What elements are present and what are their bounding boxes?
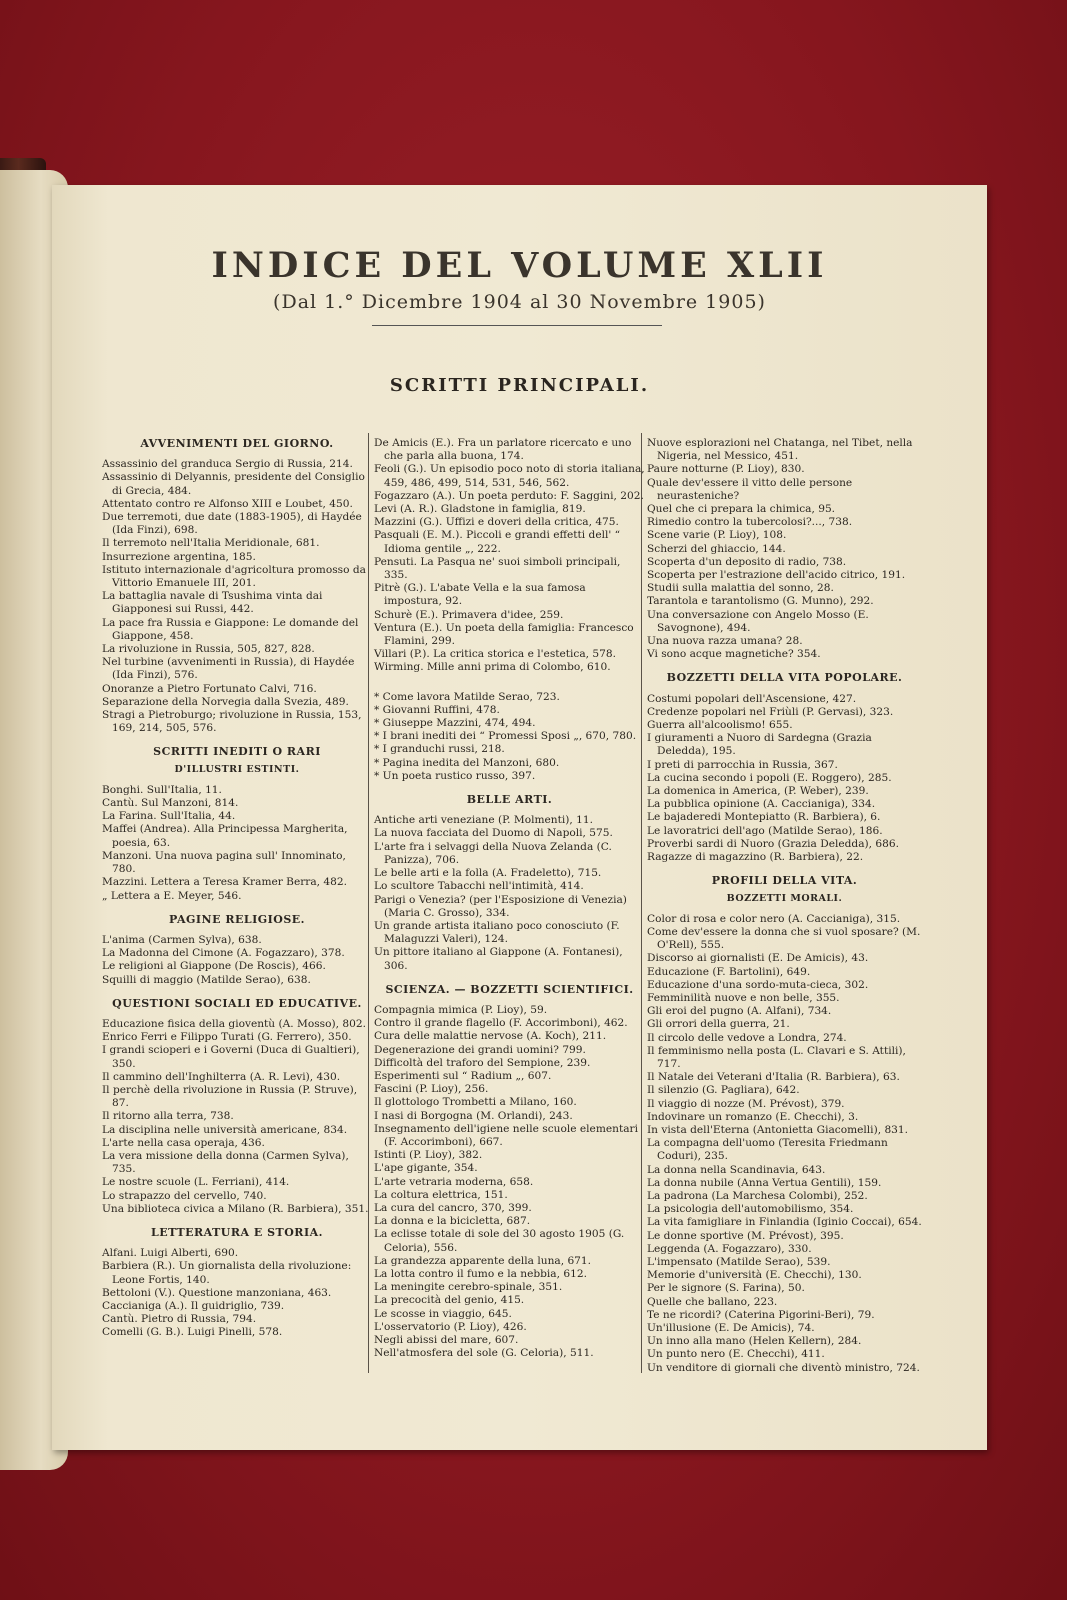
index-entry: La lotta contro il fumo e la nebbia, 612. (374, 1267, 587, 1280)
index-entry: La compagna dell'uomo (Teresita Friedmann Coduri), 235. (647, 1137, 888, 1163)
index-entry: Vi sono acque magnetiche? 354. (647, 648, 821, 661)
index-entry: Un'illusione (E. De Amicis), 74. (647, 1322, 815, 1334)
index-entry: Lo scultore Tabacchi nell'intimità, 414. (374, 880, 584, 893)
index-entry: Ragazze di magazzino (R. Barbiera), 22. (647, 851, 864, 864)
index-entry: La donna nella Scandinavia, 643. (647, 1163, 826, 1176)
index-entry: * Come lavora Matilde Serao, 723. (374, 690, 560, 703)
index-entry: Il circolo delle vedove a Londra, 274. (647, 1031, 847, 1044)
index-entry: * I granduchi russi, 218. (374, 743, 505, 756)
index-entry: Memorie d'università (E. Checchi), 130. (647, 1269, 862, 1282)
index-entry: L'arte nella casa operaja, 436. (102, 1136, 265, 1149)
index-entry: Le lavoratrici dell'ago (Matilde Serao), 186. (647, 824, 883, 837)
index-entry: La rivoluzione in Russia, 505, 827, 828. (102, 643, 315, 656)
index-entry: Una nuova razza umana? 28. (647, 635, 803, 648)
index-entry: Educazione fisica della gioventù (A. Mosso), 802. (102, 1017, 366, 1030)
section-heading: PAGINE RELIGIOSE. (169, 912, 305, 926)
index-entry: L'impensato (Matilde Serao), 539. (647, 1255, 831, 1268)
index-entry: Squilli di maggio (Matilde Serao), 638. (102, 973, 311, 986)
index-entry: Compagnia mimica (P. Lioy), 59. (374, 1003, 548, 1016)
index-entry: Il perchè della rivoluzione in Russia (P. Struve), 87. (102, 1083, 358, 1110)
section-heading: QUESTIONI SOCIALI ED EDUCATIVE. (112, 996, 362, 1010)
index-entry: Istinti (P. Lioy), 382. (374, 1149, 483, 1162)
spacer (374, 675, 645, 683)
index-entry: Le nostre scuole (L. Ferriani), 414. (102, 1176, 290, 1189)
title-rule (372, 325, 662, 326)
section-heading: SCIENZA. — BOZZETTI SCIENTIFICI. (385, 982, 634, 996)
index-entry: Cura delle malattie nervose (A. Koch), 211. (374, 1030, 607, 1043)
index-entry: Educazione (F. Bartolini), 649. (647, 965, 811, 978)
index-entry: Lo strapazzo del cervello, 740. (102, 1189, 267, 1202)
index-entry: Assassinio di Delyannis, presidente del Consiglio di Grecia, 484. (102, 471, 365, 497)
index-entry: L'anima (Carmen Sylva), 638. (102, 933, 262, 946)
section-heading: PROFILI DELLA VITA. (711, 874, 858, 888)
index-entry: La Madonna del Cimone (A. Fogazzaro), 378. (102, 947, 345, 960)
index-entry: Gli orrori della guerra, 21. (647, 1018, 790, 1031)
index-entry: La cura del cancro, 370, 399. (374, 1201, 532, 1214)
index-entry: La grandezza apparente della luna, 671. (374, 1254, 592, 1267)
index-entry: Parigi o Venezia? (per l'Esposizione di Venezia) (Maria C. Grosso), 334. (374, 893, 627, 919)
index-entry: Guerra all'alcoolismo! 655. (647, 719, 793, 732)
index-entry: Il Natale dei Veterani d'Italia (R. Barbiera), 63. (647, 1071, 900, 1084)
index-entry: I giuramenti a Nuoro di Sardegna (Grazia Deledda), 195. (647, 732, 872, 758)
index-entry: * Giuseppe Mazzini, 474, 494. (374, 717, 536, 730)
index-entry: „ Lettera a E. Meyer, 546. (102, 889, 242, 902)
index-entry: Esperimenti sul “ Radium „, 607. (374, 1069, 552, 1082)
index-entry: Schurè (E.). Primavera d'idee, 259. (374, 608, 564, 621)
index-column-3 (647, 437, 922, 1375)
index-entry: Scoperta per l'estrazione dell'acido citrico, 191. (647, 569, 906, 582)
index-column-1 (102, 437, 372, 1340)
index-entry: Le bajaderedi Montepiatto (R. Barbiera), 6. (647, 811, 881, 824)
index-entry: I preti di parrocchia in Russia, 367. (647, 758, 838, 771)
index-entry: Credenze popolari nel Friùli (P. Gervasi), 323. (647, 705, 894, 718)
index-entry: Il viaggio di nozze (M. Prévost), 379. (647, 1097, 845, 1110)
index-entry: Studii sulla malattia del sonno, 28. (647, 582, 834, 595)
index-entry: La vera missione della donna (Carmen Sylva), 735. (102, 1149, 349, 1176)
index-entry: Mazzini. Lettera a Teresa Kramer Berra, 482. (102, 876, 348, 889)
index-entry: La cucina secondo i popoli (E. Roggero), 285. (647, 771, 892, 784)
index-entry: La coltura elettrica, 151. (374, 1188, 508, 1201)
index-entry: * Pagina inedita del Manzoni, 680. (374, 756, 560, 769)
section-heading: LETTERATURA E STORIA. (151, 1225, 323, 1239)
index-entry: Femminilità nuove e non belle, 355. (647, 991, 840, 1004)
index-entry: Te ne ricordi? (Caterina Pigorini-Beri), 79. (647, 1308, 875, 1321)
index-entry: Scene varie (P. Lioy), 108. (647, 529, 787, 542)
index-entry: Levi (A. R.). Gladstone in famiglia, 819. (374, 503, 586, 516)
index-entry: Cantù. Sul Manzoni, 814. (102, 797, 239, 810)
index-entry: Un pittore italiano al Giappone (A. Fontanesi), 306. (374, 946, 623, 972)
index-entry: Leggenda (A. Fogazzaro), 330. (647, 1242, 812, 1255)
index-entry: Feoli (G.). Un episodio poco noto di storia italiana, 459, 486, 499, 514, 531, 546, 562. (374, 463, 645, 489)
index-entry: Rimedio contro la tubercolosi?..., 738. (647, 516, 853, 529)
index-entry: Fogazzaro (A.). Un poeta perduto: F. Saggini, 202. (374, 489, 644, 502)
index-entry: Fascini (P. Lioy), 256. (374, 1083, 489, 1096)
index-entry: Un grande artista italiano poco conosciuto (F. Malaguzzi Valeri), 124. (374, 919, 620, 946)
index-entry: Discorso ai giornalisti (E. De Amicis), 43. (647, 952, 869, 965)
index-entry: Nell'atmosfera del sole (G. Celoria), 511. (374, 1347, 594, 1360)
spacer (374, 683, 645, 691)
index-entry: Ventura (E.). Un poeta della famiglia: Francesco Flamini, 299. (374, 621, 634, 648)
index-entry: Color di rosa e color nero (A. Caccianiga), 315. (647, 912, 901, 925)
index-entry: Il cammino dell'Inghilterra (A. R. Levi), 430. (102, 1070, 341, 1083)
index-entry: * Un poeta rustico russo, 397. (374, 769, 536, 782)
index-entry: La donna nubile (Anna Vertua Gentili), 159. (647, 1176, 882, 1189)
index-entry: Due terremoti, due date (1883-1905), di Haydée (Ida Finzi), 698. (102, 511, 362, 537)
index-entry: La vita famigliare in Finlandia (Iginio Coccai), 654. (647, 1216, 922, 1229)
index-entry: De Amicis (E.). Fra un parlatore ricercato e uno che parla alla buona, 174. (374, 437, 632, 463)
index-entry: Educazione d'una sordo-muta-cieca, 302. (647, 978, 869, 991)
index-entry: L'arte vetraria moderna, 658. (374, 1175, 534, 1188)
index-entry: Cantù. Pietro di Russia, 794. (102, 1313, 257, 1326)
index-entry: Proverbi sardi di Nuoro (Grazia Deledda), 686. (647, 837, 899, 850)
index-entry: Stragi a Pietroburgo; rivoluzione in Russia, 153, 169, 214, 505, 576. (102, 709, 362, 735)
index-entry: Costumi popolari dell'Ascensione, 427. (647, 692, 857, 705)
index-entry: Onoranze a Pietro Fortunato Calvi, 716. (102, 682, 317, 695)
index-entry: Pitrè (G.). L'abate Vella e la sua famosa impostura, 92. (374, 582, 586, 608)
index-entry: Difficoltà del traforo del Sempione, 239. (374, 1056, 591, 1069)
index-entry: Insurrezione argentina, 185. (102, 550, 256, 563)
index-entry: Un punto nero (E. Checchi), 411. (647, 1348, 825, 1361)
index-entry: Quel che ci prepara la chimica, 95. (647, 503, 836, 516)
index-entry: Le scosse in viaggio, 645. (374, 1307, 512, 1320)
index-entry: Antiche arti veneziane (P. Molmenti), 11. (374, 814, 593, 827)
index-entry: La domenica in America, (P. Weber), 239. (647, 785, 869, 798)
page-subtitle: (Dal 1.° Dicembre 1904 al 30 Novembre 1905) (273, 291, 766, 313)
index-entry: La donna e la bicicletta, 687. (374, 1215, 531, 1228)
index-entry: Negli abissi del mare, 607. (374, 1334, 519, 1346)
index-entry: Assassinio del granduca Sergio di Russia, 214. (102, 458, 353, 471)
index-entry: I grandi scioperi e i Governi (Duca di Gualtieri), 350. (102, 1044, 360, 1070)
index-entry: La nuova facciata del Duomo di Napoli, 575. (374, 827, 613, 840)
index-entry: Tarantola e tarantolismo (G. Munno), 292. (647, 595, 874, 608)
index-entry: Scoperta d'un deposito di radio, 738. (647, 555, 847, 568)
index-entry: Mazzini (G.). Uffizi e doveri della critica, 475. (374, 516, 619, 529)
section-heading: SCRITTI INEDITI O RARI (153, 745, 321, 759)
index-entry: La battaglia navale di Tsushima vinta dai Giapponesi sui Russi, 442. (102, 590, 323, 616)
index-entry: * Giovanni Ruffini, 478. (374, 703, 500, 716)
section-subheading: D'ILLUSTRI ESTINTI. (174, 763, 300, 775)
index-entry: * I brani inediti dei “ Promessi Sposi „, 670, 780. (374, 730, 637, 743)
index-entry: Il femminismo nella posta (L. Clavari e S. Attili), 717. (647, 1044, 906, 1070)
index-entry: Pasquali (E. M.). Piccoli e grandi effetti dell' “ Idioma gentile „, 222. (374, 529, 621, 555)
index-entry: Le donne sportive (M. Prévost), 395. (647, 1229, 844, 1242)
index-entry: La pace fra Russia e Giappone: Le domande del Giappone, 458. (102, 616, 359, 642)
index-entry: Bonghi. Sull'Italia, 11. (102, 783, 222, 796)
index-entry: Quale dev'essere il vitto delle persone neurasteniche? (647, 476, 853, 502)
index-entry: Il terremoto nell'Italia Meridionale, 681. (102, 537, 320, 550)
index-entry: Enrico Ferri e Filippo Turati (G. Ferrero), 350. (102, 1031, 352, 1044)
index-entry: Insegnamento dell'igiene nelle scuole elementari (F. Accorimboni), 667. (374, 1122, 638, 1148)
index-entry: L'arte fra i selvaggi della Nuova Zelanda (C. Panizza), 706. (374, 840, 612, 866)
index-entry: Degenerazione dei grandi uomini? 799. (374, 1043, 586, 1056)
index-entry: Istituto internazionale d'agricoltura promosso da Vittorio Emanuele III, 201. (102, 563, 366, 590)
index-entry: La padrona (La Marchesa Colombi), 252. (647, 1189, 868, 1202)
index-entry: Nel turbine (avvenimenti in Russia), di Haydée (Ida Finzi), 576. (102, 656, 355, 682)
index-entry: L'osservatorio (P. Lioy), 426. (374, 1320, 527, 1333)
index-entry: L'ape gigante, 354. (374, 1162, 478, 1175)
index-entry: La pubblica opinione (A. Caccianiga), 334. (647, 798, 876, 811)
index-entry: Paure notturne (P. Lioy), 830. (647, 463, 805, 476)
index-entry: Indovinare un romanzo (E. Checchi), 3. (647, 1110, 859, 1123)
index-entry: Per le signore (S. Farina), 50. (647, 1282, 805, 1295)
index-page (52, 185, 987, 1450)
page-title: INDICE DEL VOLUME XLII (211, 245, 828, 286)
index-entry: Una conversazione con Angelo Mosso (E. Savognone), 494. (647, 608, 869, 634)
index-entry: Villari (P.). La critica storica e l'estetica, 578. (374, 648, 617, 661)
section-title: SCRITTI PRINCIPALI. (389, 375, 650, 396)
index-entry: La precocità del genio, 415. (374, 1294, 525, 1307)
index-entry: Il silenzio (G. Pagliara), 642. (647, 1084, 800, 1097)
index-entry: Maffei (Andrea). Alla Principessa Margherita, poesia, 63. (102, 823, 348, 849)
section-heading: BOZZETTI DELLA VITA POPOLARE. (666, 671, 903, 685)
index-entry: Scherzi del ghiaccio, 144. (647, 542, 786, 555)
index-entry: Un inno alla mano (Helen Kellern), 284. (647, 1335, 862, 1348)
index-entry: Un venditore di giornali che diventò ministro, 724. (647, 1361, 920, 1374)
section-heading: BELLE ARTI. (466, 793, 553, 807)
index-entry: Il glottologo Trombetti a Milano, 160. (374, 1096, 577, 1109)
index-entry: Barbiera (R.). Un giornalista della rivoluzione: Leone Fortis, 140. (102, 1260, 352, 1286)
index-entry: Una biblioteca civica a Milano (R. Barbiera), 351. (102, 1202, 369, 1215)
index-entry: Alfani. Luigi Alberti, 690. (102, 1247, 239, 1260)
index-entry: La psicologia dell'automobilismo, 354. (647, 1203, 854, 1216)
index-entry: Come dev'essere la donna che si vuol sposare? (M. O'Rell), 555. (647, 925, 921, 952)
index-entry: Manzoni. Una nuova pagina sull' Innominato, 780. (102, 849, 346, 876)
index-entry: La meningite cerebro-spinale, 351. (374, 1281, 563, 1294)
index-entry: Contro il grande flagello (F. Accorimboni), 462. (374, 1017, 628, 1030)
index-entry: Quelle che ballano, 223. (647, 1295, 778, 1308)
index-entry: Gli eroi del pugno (A. Alfani), 734. (647, 1005, 832, 1018)
index-entry: Nuove esplorazioni nel Chatanga, nel Tibet, nella Nigeria, nel Messico, 451. (647, 437, 913, 463)
section-subheading: BOZZETTI MORALI. (726, 892, 843, 904)
index-entry: Pensuti. La Pasqua ne' suoi simboli principali, 335. (374, 555, 621, 582)
index-entry: Le religioni al Giappone (De Roscis), 466. (102, 960, 326, 973)
index-entry: Attentato contro re Alfonso XIII e Loubet, 450. (102, 497, 353, 510)
index-entry: In vista dell'Eterna (Antonietta Giacomelli), 831. (647, 1123, 909, 1136)
index-entry: I nasi di Borgogna (M. Orlandi), 243. (374, 1109, 573, 1122)
index-entry: Il ritorno alla terra, 738. (102, 1110, 234, 1123)
index-entry: Caccianiga (A.). Il guidriglio, 739. (102, 1299, 285, 1312)
index-entry: La Farina. Sull'Italia, 44. (102, 810, 236, 823)
index-entry: La disciplina nelle università americane, 834. (102, 1123, 348, 1136)
index-column-2 (374, 437, 645, 1360)
index-entry: La eclisse totale di sole del 30 agosto 1905 (G. Celoria), 556. (374, 1228, 625, 1254)
index-entry: Comelli (G. B.). Luigi Pinelli, 578. (102, 1326, 283, 1339)
section-heading: AVVENIMENTI DEL GIORNO. (140, 437, 334, 450)
index-entry: Bettoloni (V.). Questione manzoniana, 463. (102, 1286, 332, 1299)
index-entry: Wirming. Mille anni prima di Colombo, 610. (374, 661, 611, 674)
index-entry: Le belle arti e la folla (A. Fradeletto), 715. (374, 867, 602, 880)
index-entry: Separazione della Norvegia dalla Svezia, 489. (102, 695, 349, 708)
